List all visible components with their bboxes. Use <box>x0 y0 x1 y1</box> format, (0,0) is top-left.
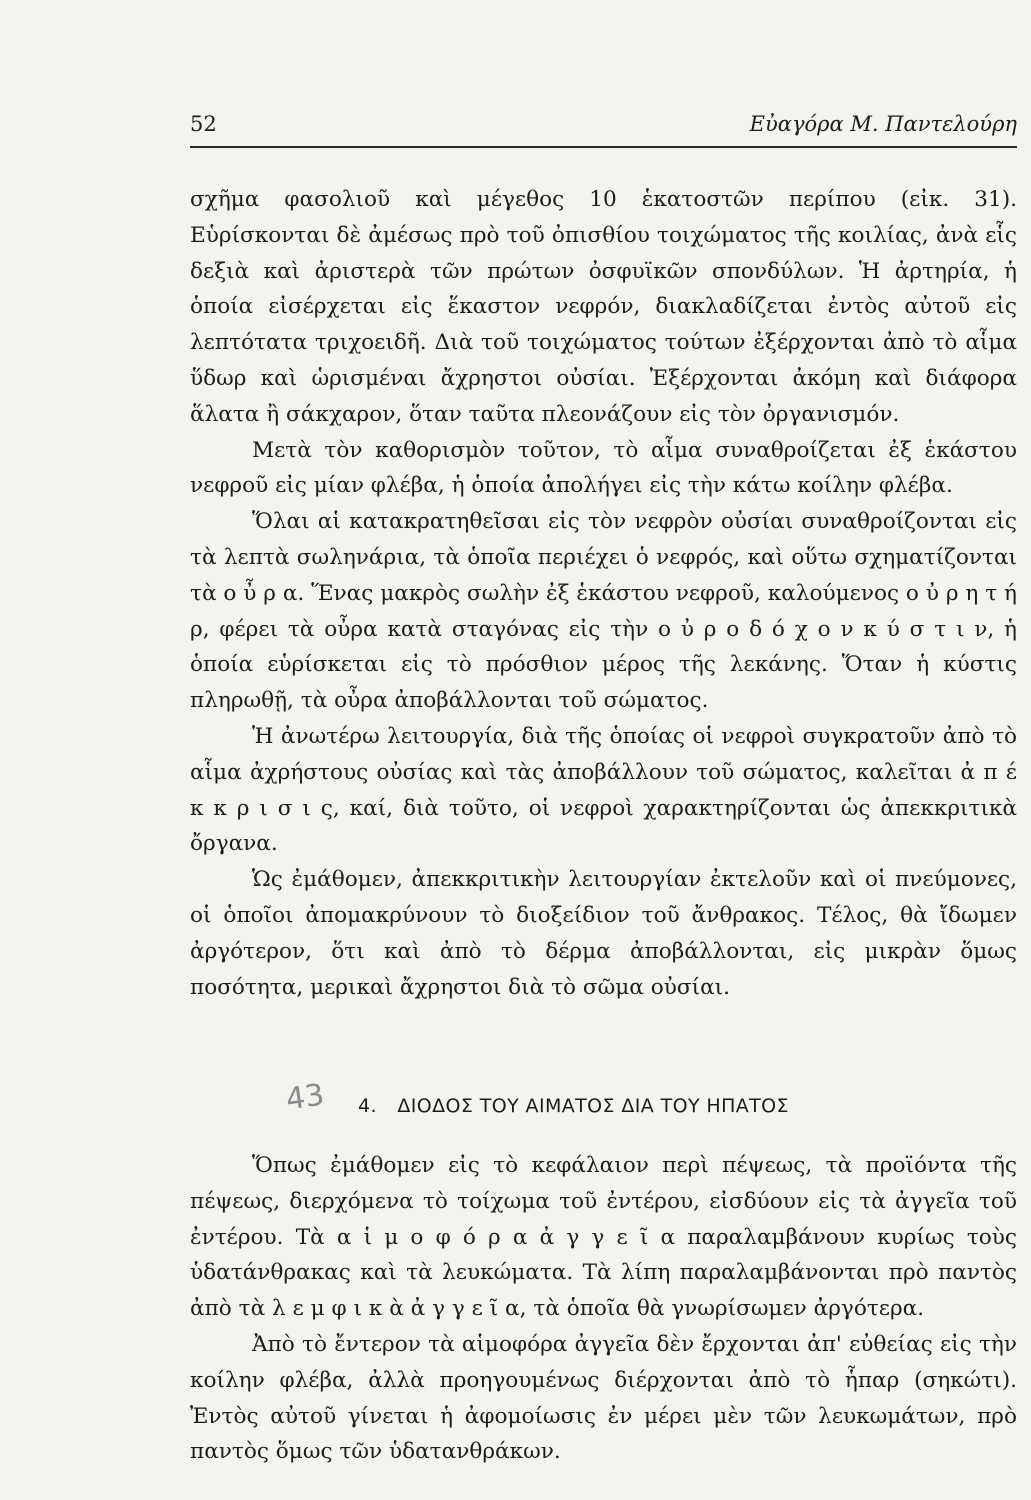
page-number: 52 <box>190 112 217 136</box>
header-rule <box>190 146 1017 148</box>
handwritten-margin-note: 43 <box>283 1077 327 1118</box>
paragraph: Ἡ ἀνωτέρω λειτουργία, διὰ τῆς ὁποίας οἱ νεφροὶ συγκρατοῦν ἀπὸ τὸ αἷμα ἀχρήστους οὐσίας καὶ τὰς ἀποβάλλουν τοῦ σώματος, καλεῖται ἀ π έ κ κ ρ ι σ ι ς, καί, διὰ τοῦτο, οἱ νεφροὶ χαρακτηρίζονται ὡς ἀπεκκριτικὰ ὄργανα. <box>190 723 1017 857</box>
running-head-author: Εὐαγόρα Μ. Παντελούρη <box>749 112 1017 136</box>
running-head <box>190 112 1017 142</box>
paragraph: σχῆμα φασολιοῦ καὶ μέγεθος 10 ἑκατοστῶν περίπου (εἰκ. 31). Εὑρίσκονται δὲ ἀμέσως πρὸ τοῦ ὀπισθίου τοιχώματος τῆς κοιλίας, ἀνὰ εἷς δεξιὰ καὶ ἀριστερὰ τῶν πρώτων ὀσφυϊκῶν σπονδύλων. Ἡ ἀρτηρία, ἡ ὁποία εἰσέρχεται εἰς ἕκαστον νεφρόν, διακλαδίζεται ἐντὸς αὐτοῦ εἰς λεπτότατα τριχοειδῆ. Διὰ τοῦ τοιχώματος τούτων ἐξέρχονται ἀπὸ τὸ αἷμα ὕδωρ καὶ ὡρισμέναι ἄχρηστοι οὐσίαι. Ἐξέρχονται ἀκόμη καὶ διάφορα ἅλατα ἢ σάκχαρον, ὅταν ταῦτα πλεονάζουν εἰς τὸν ὀργανισμόν. <box>190 187 1017 427</box>
body-text-lower <box>190 1148 1017 1470</box>
section-title: ΔΙΟΔΟΣ ΤΟΥ ΑΙΜΑΤΟΣ ΔΙΑ ΤΟΥ ΗΠΑΤΟΣ <box>397 1095 789 1117</box>
paragraph: Μετὰ τὸν καθορισμὸν τοῦτον, τὸ αἷμα συναθροίζεται ἐξ ἑκάστου νεφροῦ εἰς μίαν φλέβα, ἡ ὁποία ἀπολήγει εἰς τὴν κάτω κοίλην φλέβα. <box>190 437 1017 499</box>
body-text-upper <box>190 182 1017 1005</box>
section-number: 4. <box>358 1095 377 1117</box>
section-heading <box>358 1095 789 1117</box>
paragraph: Ὅλαι αἱ κατακρατηθεῖσαι εἰς τὸν νεφρὸν οὐσίαι συναθροίζονται εἰς τὰ λεπτὰ σωληνάρια, τὰ ὁποῖα περιέχει ὁ νεφρός, καὶ οὕτω σχηματίζονται τὰ ο ὖ ρ α. Ἕνας μακρὸς σωλὴν ἐξ ἑκάστου νεφροῦ, καλούμενος ο ὐ ρ η τ ή ρ, φέρει τὰ οὖρα κατὰ σταγόνας εἰς τὴν ο ὐ ρ ο δ ό χ ο ν κ ύ σ τ ι ν, ἡ ὁποία εὑρίσκεται εἰς τὸ πρόσθιον μέρος τῆς λεκάνης. Ὅταν ἡ κύστις πληρωθῇ, τὰ οὖρα ἀποβάλλονται τοῦ σώματος. <box>190 509 1017 714</box>
paragraph: Ὅπως ἐμάθομεν εἰς τὸ κεφάλαιον περὶ πέψεως, τὰ προϊόντα τῆς πέψεως, διερχόμενα τὸ τοίχωμα τοῦ ἐντέρου, εἰσδύουν εἰς τὰ ἀγγεῖα τοῦ ἐντέρου. Τὰ α ἱ μ ο φ ό ρ α ἀ γ γ ε ῖ α παραλαμβάνουν κυρίως τοὺς ὑδατάνθρακας καὶ τὰ λευκώματα. Τὰ λίπη παραλαμβάνονται πρὸ παντὸς ἀπὸ τὰ λ ε μ φ ι κ ὰ ἀ γ γ ε ῖ α, τὰ ὁποῖα θὰ γνωρίσωμεν ἀργότερα. <box>190 1153 1017 1322</box>
paragraph: Ἀπὸ τὸ ἔντερον τὰ αἱμοφόρα ἀγγεῖα δὲν ἔρχονται ἀπ' εὐθείας εἰς τὴν κοίλην φλέβα, ἀλλὰ προηγουμένως διέρχονται ἀπὸ τὸ ἧπαρ (σηκώτι). Ἐντὸς αὐτοῦ γίνεται ἡ ἀφομοίωσις ἐν μέρει μὲν τῶν λευκωμάτων, πρὸ παντὸς ὅμως τῶν ὑδατανθράκων. <box>190 1331 1017 1465</box>
paragraph: Ὡς ἐμάθομεν, ἀπεκκριτικὴν λειτουργίαν ἐκτελοῦν καὶ οἱ πνεύμονες, οἱ ὁποῖοι ἀπομακρύνουν τὸ διοξείδιον τοῦ ἄνθρακος. Τέλος, θὰ ἴδωμεν ἀργότερον, ὅτι καὶ ἀπὸ τὸ δέρμα ἀποβάλλονται, εἰς μικρὰν ὅμως ποσότητα, μερικαὶ ἄχρηστοι διὰ τὸ σῶμα οὐσίαι. <box>190 867 1017 1000</box>
